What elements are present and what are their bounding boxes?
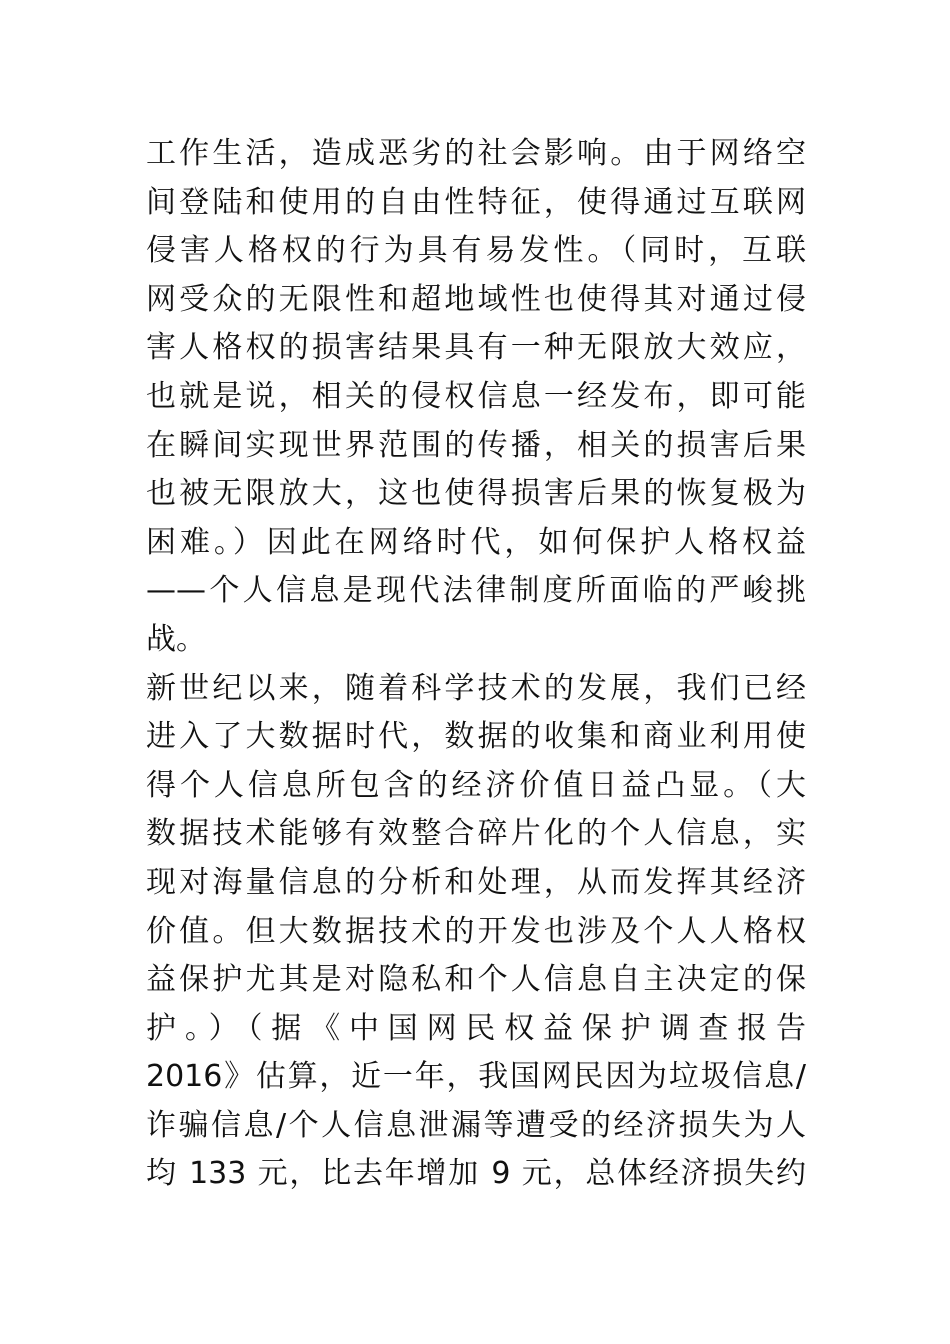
text-line: ——个人信息是现代法律制度所面临的严峻挑 [146,573,806,609]
text-line: 新世纪以来，随着科学技术的发展，我们已经 [146,670,806,706]
text-line: 战。 [146,621,206,657]
text-line: 在瞬间实现世界范围的传播，相关的损害后果 [146,427,806,463]
text-line: 进入了大数据时代，数据的收集和商业利用使 [146,719,806,755]
text-line: 现对海量信息的分析和处理，从而发挥其经济 [146,864,806,900]
text-line: 困难。）因此在网络时代，如何保护人格权益 [146,524,806,560]
text-line: 也被无限放大，这也使得损害后果的恢复极为 [146,476,806,512]
text-line: 网受众的无限性和超地域性也使得其对通过侵 [146,281,806,317]
document-body [146,130,806,1199]
text-line: 诈骗信息/个人信息泄漏等遭受的经济损失为人 [146,1107,806,1143]
text-line: 2016》估算，近一年，我国网民因为垃圾信息/ [146,1059,806,1095]
text-line: 侵害人格权的行为具有易发性。（同时，互联 [146,233,806,269]
text-line: 数据技术能够有效整合碎片化的个人信息，实 [146,816,806,852]
text-line: 均 133 元，比去年增加 9 元，总体经济损失约 [146,1156,806,1192]
text-line: 间登陆和使用的自由性特征，使得通过互联网 [146,184,806,220]
text-line: 工作生活，造成恶劣的社会影响。由于网络空 [146,136,806,171]
text-line: 益保护尤其是对隐私和个人信息自主决定的保 [146,962,806,998]
text-line: 也就是说，相关的侵权信息一经发布，即可能 [146,378,806,414]
paragraph-2 [146,665,806,1200]
text-line: 护。）（据《中国网民权益保护调查报告 [146,1010,806,1046]
text-line: 害人格权的损害结果具有一种无限放大效应， [146,330,806,366]
text-line: 得个人信息所包含的经济价值日益凸显。（大 [146,767,806,803]
paragraph-1 [146,130,806,665]
text-line: 价值。但大数据技术的开发也涉及个人人格权 [146,913,806,949]
